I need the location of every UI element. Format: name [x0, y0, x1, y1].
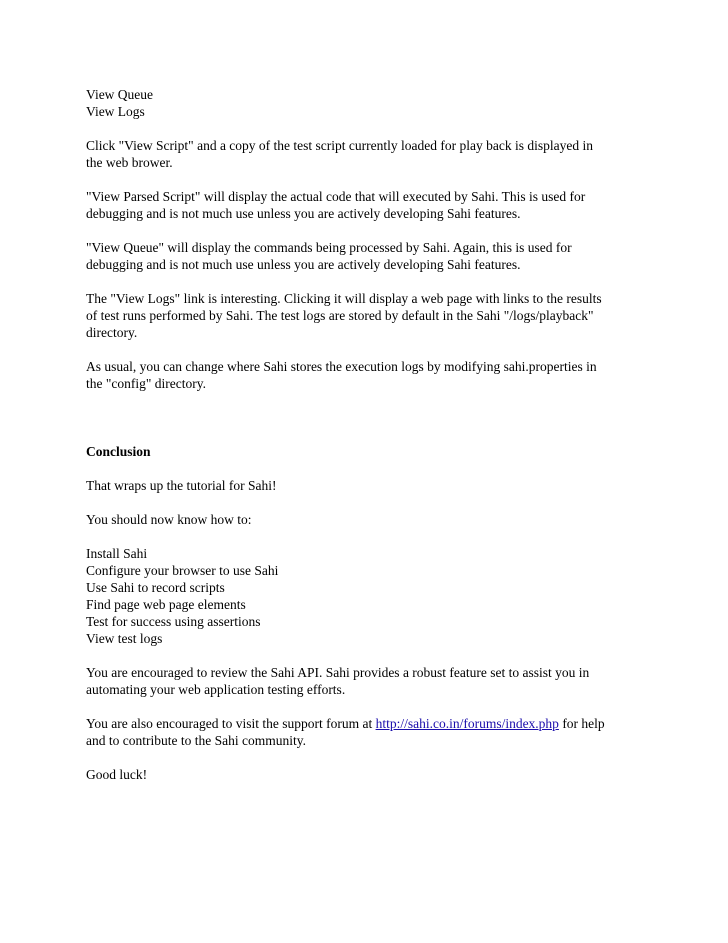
paragraph-parsed-script	[86, 188, 646, 222]
text-line: You are encouraged to review the Sahi API. Sahi provides a robust feature set to assist you in	[86, 665, 590, 680]
text-line: debugging and is not much use unless you are actively developing Sahi features.	[86, 206, 521, 221]
list-item: Configure your browser to use Sahi	[86, 563, 279, 578]
list-item: View test logs	[86, 631, 163, 646]
spacer	[86, 426, 646, 443]
spacer	[86, 528, 646, 545]
spacer	[86, 494, 646, 511]
list-item-view-queue: View Queue	[86, 87, 154, 102]
skills-list	[86, 545, 646, 647]
paragraph-view-script	[86, 137, 646, 171]
text-line: automating your web application testing efforts.	[86, 682, 346, 697]
list-item: Use Sahi to record scripts	[86, 580, 225, 595]
spacer	[86, 120, 646, 137]
list-item-view-logs: View Logs	[86, 104, 145, 119]
paragraph-view-queue	[86, 239, 646, 273]
paragraph-wraps-up: That wraps up the tutorial for Sahi!	[86, 478, 277, 493]
spacer	[86, 273, 646, 290]
text-line: "View Parsed Script" will display the actual code that will executed by Sahi. This is used for	[86, 189, 586, 204]
paragraph-usual	[86, 358, 646, 392]
paragraph-api	[86, 664, 646, 698]
text-line: debugging and is not much use unless you are actively developing Sahi features.	[86, 257, 521, 272]
list-item: Test for success using assertions	[86, 614, 261, 629]
text-line	[86, 715, 646, 732]
forum-text-after: for help	[558, 716, 605, 731]
text-line: The "View Logs" link is interesting. Clicking it will display a web page with links to the results	[86, 291, 602, 306]
text-line: directory.	[86, 325, 138, 340]
spacer	[86, 341, 646, 358]
paragraph-forum	[86, 715, 646, 749]
list-item: Install Sahi	[86, 546, 148, 561]
spacer	[86, 647, 646, 664]
text-line: "View Queue" will display the commands being processed by Sahi. Again, this is used for	[86, 240, 572, 255]
spacer	[86, 749, 646, 766]
spacer	[86, 460, 646, 477]
spacer	[86, 698, 646, 715]
text-line: the web brower.	[86, 155, 173, 170]
text-line: the "config" directory.	[86, 376, 206, 391]
forum-link[interactable]: http://sahi.co.in/forums/index.php	[375, 716, 559, 731]
spacer	[86, 392, 646, 426]
paragraph-view-logs	[86, 290, 646, 341]
document-page	[86, 86, 646, 783]
paragraph-know-how: You should now know how to:	[86, 512, 252, 527]
spacer	[86, 171, 646, 188]
text-line: and to contribute to the Sahi community.	[86, 733, 306, 748]
text-line: As usual, you can change where Sahi stores the execution logs by modifying sahi.properties in	[86, 359, 597, 374]
text-line: Click "View Script" and a copy of the test script currently loaded for play back is displayed in	[86, 138, 593, 153]
forum-text-before: You are also encouraged to visit the support forum at	[86, 716, 376, 731]
text-line: of test runs performed by Sahi. The test logs are stored by default in the Sahi "/logs/playback"	[86, 308, 594, 323]
list-item: Find page web page elements	[86, 597, 246, 612]
paragraph-good-luck: Good luck!	[86, 767, 148, 782]
section-heading-conclusion: Conclusion	[86, 444, 151, 459]
spacer	[86, 222, 646, 239]
